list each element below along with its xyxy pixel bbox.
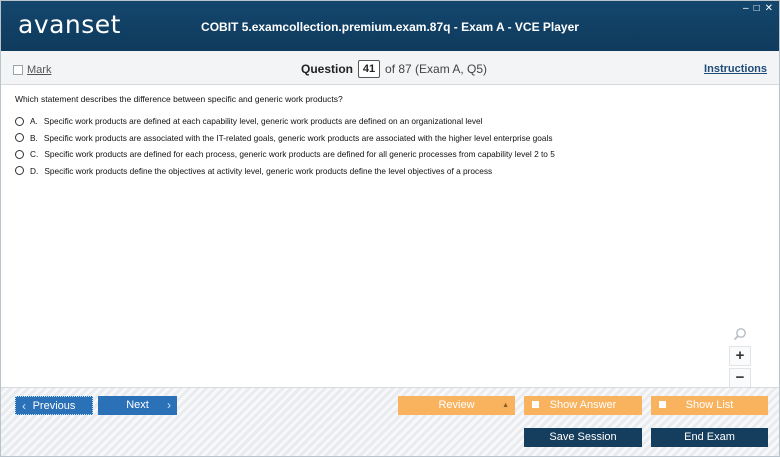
minimize-icon[interactable]: – (743, 3, 749, 14)
radio-button[interactable] (15, 133, 24, 142)
previous-button[interactable] (15, 396, 93, 415)
question-number-input[interactable]: 41 (358, 60, 380, 78)
maximize-icon[interactable]: □ (753, 3, 760, 14)
triangle-up-icon: ▲ (502, 402, 509, 409)
show-answer-button[interactable] (524, 396, 642, 415)
window-controls (743, 3, 773, 14)
answer-option-d[interactable] (15, 163, 555, 180)
option-letter: C. (30, 149, 39, 160)
answer-options (15, 113, 555, 179)
zoom-controls (729, 324, 751, 388)
option-letter: A. (30, 116, 38, 127)
question-word: Question (301, 62, 354, 76)
show-answer-label: Show Answer (549, 399, 617, 411)
footer-toolbar (1, 387, 779, 457)
show-list-button[interactable] (651, 396, 768, 415)
save-session-button[interactable]: Save Session (524, 428, 642, 447)
search-icon (729, 324, 751, 344)
question-total: of 87 (Exam A, Q5) (385, 62, 488, 76)
zoom-out-button[interactable]: − (729, 368, 751, 388)
answer-option-c[interactable] (15, 146, 555, 163)
question-text: Which statement describes the difference between specific and generic work products? (15, 94, 343, 104)
mark-label: Mark (27, 64, 52, 76)
end-exam-button[interactable]: End Exam (651, 428, 768, 447)
option-text: Specific work products are associated with the IT-related goals, generic work products are associated with the higher level enterprise goals (43, 132, 553, 143)
option-letter: B. (30, 132, 38, 143)
question-content (1, 85, 779, 387)
review-label: Review (438, 399, 475, 411)
chevron-right-icon: › (167, 398, 171, 412)
chevron-left-icon: ‹ (22, 399, 26, 413)
answer-option-a[interactable] (15, 113, 555, 130)
radio-button[interactable] (15, 117, 24, 126)
close-icon[interactable]: ✕ (764, 3, 773, 14)
previous-label: Previous (32, 400, 76, 412)
option-text: Specific work products are defined at each capability level, generic work products are defined on an organizational level (43, 116, 483, 127)
next-button[interactable] (98, 396, 177, 415)
radio-button[interactable] (15, 150, 24, 159)
checkbox-icon (532, 401, 539, 408)
option-text: Specific work products are defined for each process, generic work products are defined for all generic processes from capability level 2 to 5 (44, 149, 555, 160)
answer-option-b[interactable] (15, 130, 555, 147)
review-button[interactable] (398, 396, 515, 415)
title-bar (1, 1, 779, 51)
show-list-label: Show List (685, 399, 734, 411)
next-label: Next (126, 399, 149, 411)
option-letter: D. (30, 165, 39, 176)
checkbox-icon (13, 65, 23, 75)
window-title: COBIT 5.examcollection.premium.exam.87q - Exam A - VCE Player (201, 20, 579, 34)
checkbox-icon (659, 401, 666, 408)
question-bar (1, 51, 779, 85)
instructions-link[interactable]: Instructions (704, 63, 767, 75)
radio-button[interactable] (15, 166, 24, 175)
mark-checkbox[interactable] (13, 64, 51, 76)
zoom-in-button[interactable]: + (729, 346, 751, 366)
question-navigator (301, 60, 487, 78)
option-text: Specific work products define the objectives at activity level, generic work products define the level objectives of a process (44, 165, 493, 176)
avanset-logo: avanset (18, 10, 121, 39)
